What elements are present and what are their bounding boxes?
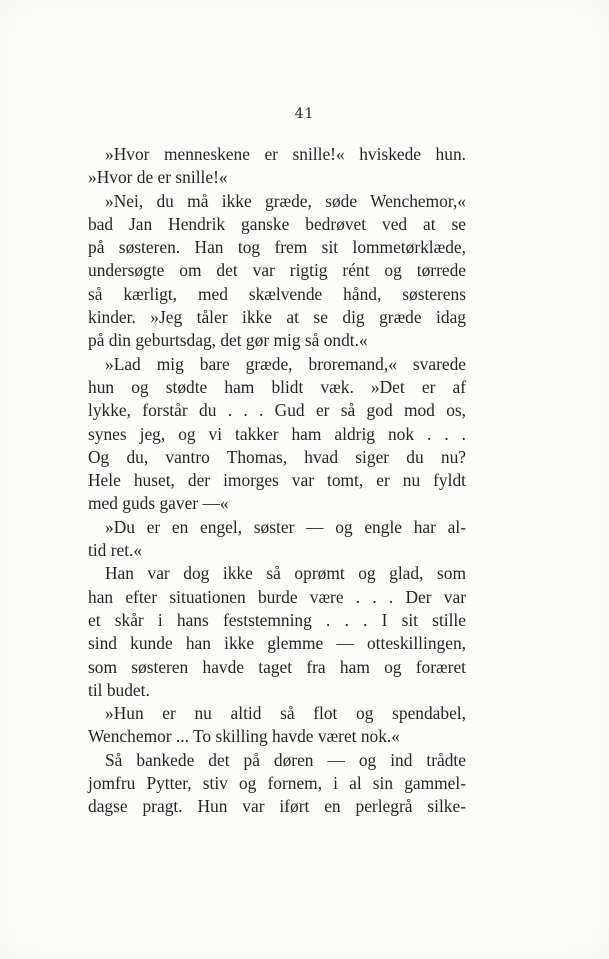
text-line: til budet.	[88, 679, 150, 700]
text-line: dagse pragt. Hun var iført en perlegrå silke-	[88, 796, 466, 817]
text-line: bad Jan Hendrik ganske bedrøvet ved at se	[88, 213, 466, 234]
text-line: på søsteren. Han tog frem sit lommetørklæde,	[88, 237, 466, 258]
text-line: Så bankede det på døren — og ind trådte	[105, 749, 466, 770]
text-line: Han var dog ikke så oprømt og glad, som	[105, 563, 466, 584]
text-line: på din geburtsdag, det gør mig så ondt.«	[88, 330, 368, 351]
text-line: »Nei, du må ikke græde, søde Wenchemor,«	[105, 190, 466, 211]
text-line: med guds gaver —«	[88, 493, 229, 514]
text-line: sind kunde han ikke glemme — otteskillingen,	[88, 633, 466, 654]
text-line: »Lad mig bare græde, broremand,« svarede	[105, 353, 466, 374]
text-line: tid ret.«	[88, 540, 143, 561]
text-line: hun og stødte ham blidt væk. »Det er af	[88, 376, 466, 397]
text-line: Hele huset, der imorges var tomt, er nu fyldt	[88, 470, 466, 491]
text-line: så kærligt, med skælvende hånd, søsterens	[88, 283, 466, 304]
text-line: lykke, forstår du . . . Gud er så god mod os,	[88, 400, 466, 421]
text-line: »Du er en engel, søster — og engle har al-	[105, 516, 466, 537]
page-number: 41	[294, 106, 315, 122]
text-line: »Hun er nu altid så flot og spendabel,	[105, 703, 466, 724]
text-line: undersøgte om det var rigtig rént og tørrede	[88, 260, 466, 281]
text-line: et skår i hans feststemning . . . I sit stille	[88, 609, 466, 630]
text-line: »Hvor menneskene er snille!« hviskede hun.	[105, 144, 466, 164]
text-line: Og du, vantro Thomas, hvad siger du nu?	[88, 446, 466, 467]
text-line: synes jeg, og vi takker ham aldrig nok . . .	[88, 423, 466, 444]
body-text	[88, 143, 466, 819]
text-line: Wenchemor ... To skilling havde været nok.«	[88, 726, 400, 747]
text-line: kinder. »Jeg tåler ikke at se dig græde idag	[88, 307, 466, 328]
text-line: som søsteren havde taget fra ham og foræret	[88, 656, 466, 677]
text-line: »Hvor de er snille!«	[88, 167, 228, 188]
text-line: jomfru Pytter, stiv og fornem, i al sin gammel-	[88, 773, 466, 794]
text-line: han efter situationen burde være . . . Der var	[88, 586, 466, 607]
